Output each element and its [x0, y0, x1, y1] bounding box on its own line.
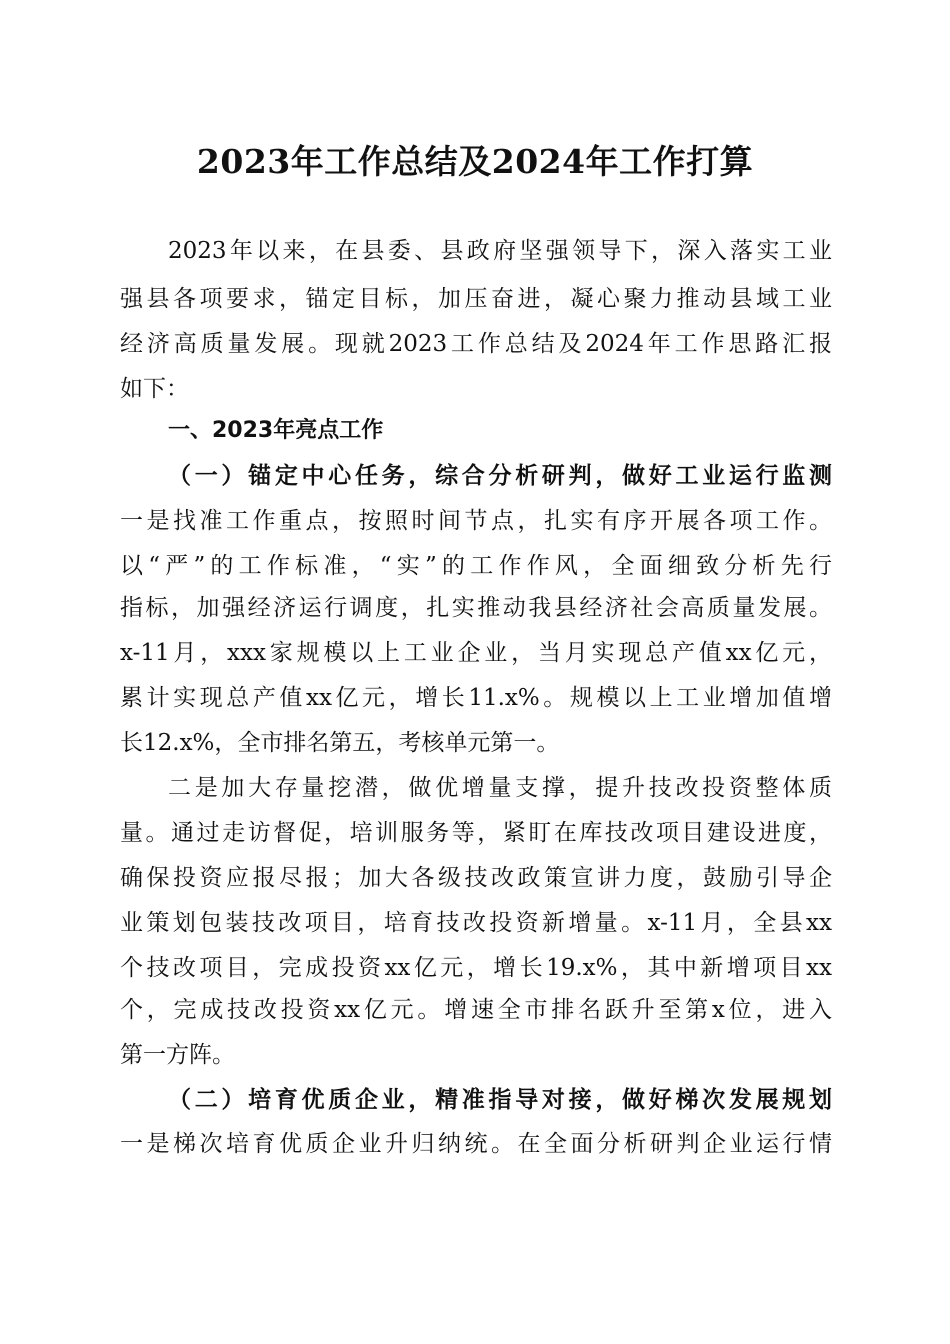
section-heading: 一、2023年亮点工作: [168, 418, 384, 443]
paragraph-line: 经济高质量发展。现就2023工作总结及2024年工作思路汇报: [120, 331, 832, 357]
paragraph-line: 个技改项目，完成投资xx亿元，增长19.x%，其中新增项目xx: [120, 955, 832, 981]
paragraph-line: 确保投资应报尽报；加大各级技改政策宣讲力度，鼓励引导企: [120, 865, 832, 891]
paragraph-line: 累计实现总产值xx亿元，增长11.x%。规模以上工业增加值增: [120, 685, 832, 711]
paragraph-line: 2023年以来，在县委、县政府坚强领导下，深入落实工业: [168, 238, 832, 264]
paragraph-line: 业策划包装技改项目，培育技改投资新增量。x-11月，全县xx: [120, 910, 832, 936]
paragraph-line: 强县各项要求，锚定目标，加压奋进，凝心聚力推动县域工业: [120, 286, 832, 312]
paragraph-line: x-11月，xxx家规模以上工业企业，当月实现总产值xx亿元，: [120, 640, 832, 666]
paragraph-line: 指标，加强经济运行调度，扎实推动我县经济社会高质量发展。: [120, 595, 832, 621]
paragraph-line: 一是找准工作重点，按照时间节点，扎实有序开展各项工作。: [120, 508, 832, 534]
paragraph-line: 长12.x%，全市排名第五，考核单元第一。: [120, 730, 560, 756]
paragraph-line: 第一方阵。: [120, 1042, 235, 1068]
paragraph-line: 以“严”的工作标准，“实”的工作作风，全面细致分析先行: [120, 553, 832, 579]
subsection-heading: （一）锚定中心任务，综合分析研判，做好工业运行监测: [168, 462, 832, 489]
subsection-heading: （二）培育优质企业，精准指导对接，做好梯次发展规划: [168, 1086, 832, 1113]
paragraph-line: 个，完成技改投资xx亿元。增速全市排名跃升至第x位，进入: [120, 997, 832, 1023]
document-title: 2023年工作总结及2024年工作打算: [196, 142, 754, 181]
paragraph-line: 量。通过走访督促，培训服务等，紧盯在库技改项目建设进度，: [120, 820, 832, 846]
paragraph-line: 二是加大存量挖潜，做优增量支撑，提升技改投资整体质: [168, 775, 832, 801]
paragraph-line: 一是梯次培育优质企业升归纳统。在全面分析研判企业运行情: [120, 1131, 832, 1157]
paragraph-line: 如下：: [120, 376, 189, 402]
